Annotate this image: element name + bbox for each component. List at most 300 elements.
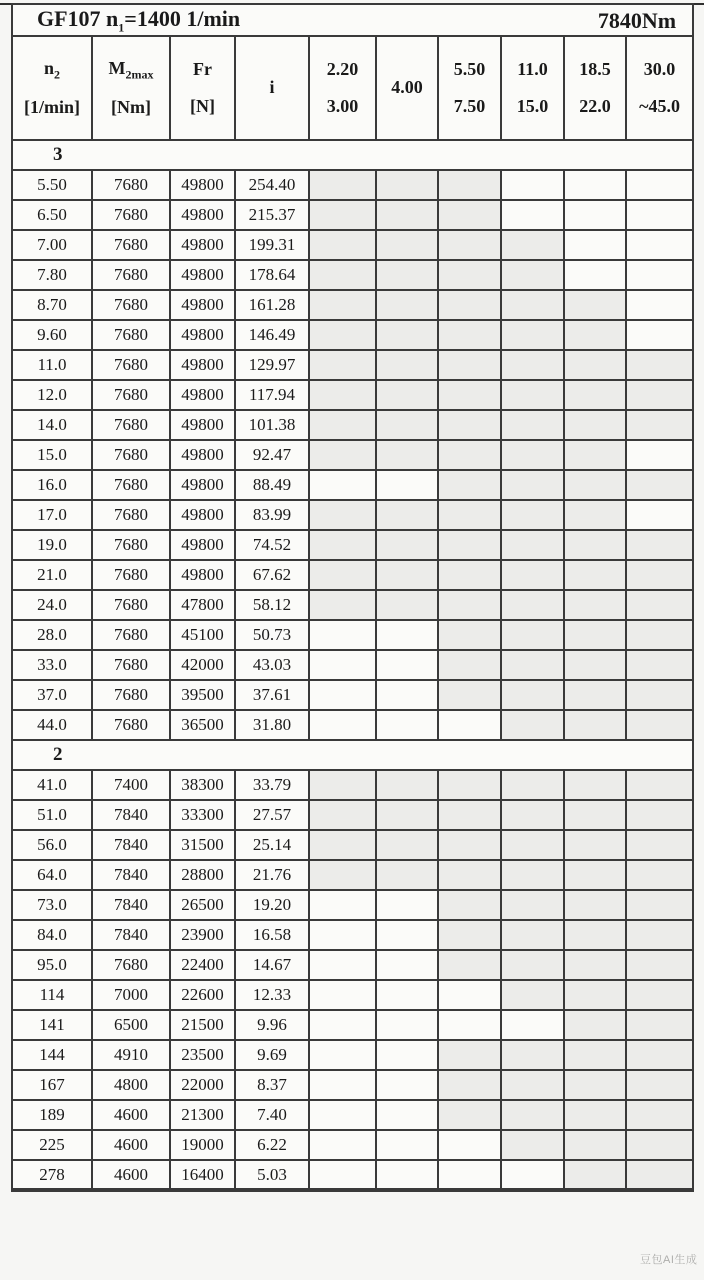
table-row (12, 800, 693, 830)
ratio-cell-2 (376, 710, 438, 740)
col-header-ratio-2: 4.00 (376, 36, 438, 140)
ratio-cell-2 (376, 890, 438, 920)
col-header-n2: $n_2$ [1/min] (12, 36, 92, 140)
cell-n2: 33.0 (12, 650, 92, 680)
table-row (12, 650, 693, 680)
cell-m2max: 7840 (92, 920, 170, 950)
cell-n2: 12.0 (12, 380, 92, 410)
ratio-cell-1 (309, 470, 376, 500)
ratio-cell-6 (626, 800, 693, 830)
ratio-cell-5 (564, 200, 626, 230)
cell-fr: 49800 (170, 290, 235, 320)
ratio-cell-1 (309, 170, 376, 200)
ratio-cell-6 (626, 440, 693, 470)
cell-n2: 9.60 (12, 320, 92, 350)
cell-fr: 49800 (170, 200, 235, 230)
ratio-cell-2 (376, 410, 438, 440)
cell-m2max: 7680 (92, 650, 170, 680)
ratio-cell-3 (438, 1010, 501, 1040)
cell-i: 19.20 (235, 890, 309, 920)
ratio-cell-1 (309, 1130, 376, 1160)
table-row (12, 830, 693, 860)
ratio-cell-3 (438, 440, 501, 470)
cell-n2: 21.0 (12, 560, 92, 590)
table-row (12, 200, 693, 230)
ratio-cell-5 (564, 470, 626, 500)
cell-i: 101.38 (235, 410, 309, 440)
cell-i: 33.79 (235, 770, 309, 800)
cell-n2: 16.0 (12, 470, 92, 500)
cell-fr: 49800 (170, 230, 235, 260)
table-row (12, 290, 693, 320)
cell-m2max: 7680 (92, 380, 170, 410)
col-header-ratio-4: 11.0 15.0 (501, 36, 564, 140)
ratio-cell-4 (501, 440, 564, 470)
ratio-cell-1 (309, 1010, 376, 1040)
ratio-cell-5 (564, 890, 626, 920)
ratio-cell-4 (501, 470, 564, 500)
table-row (12, 260, 693, 290)
cell-fr: 38300 (170, 770, 235, 800)
ratio-cell-5 (564, 1160, 626, 1190)
cell-n2: 189 (12, 1100, 92, 1130)
cell-i: 14.67 (235, 950, 309, 980)
ratio-cell-2 (376, 770, 438, 800)
ratio-cell-4 (501, 710, 564, 740)
ratio-cell-2 (376, 860, 438, 890)
cell-m2max: 7680 (92, 710, 170, 740)
cell-m2max: 7680 (92, 680, 170, 710)
ratio-cell-4 (501, 620, 564, 650)
ratio-cell-3 (438, 230, 501, 260)
ratio-cell-4 (501, 1010, 564, 1040)
torque-rating: 7840Nm (597, 7, 677, 33)
table-row (12, 320, 693, 350)
cell-m2max: 7840 (92, 890, 170, 920)
cell-n2: 19.0 (12, 530, 92, 560)
ratio-cell-6 (626, 470, 693, 500)
cell-n2: 6.50 (12, 200, 92, 230)
cell-m2max: 7680 (92, 560, 170, 590)
col-header-ratio-3: 5.50 7.50 (438, 36, 501, 140)
ratio-cell-2 (376, 920, 438, 950)
cell-m2max: 7840 (92, 860, 170, 890)
cell-n2: 41.0 (12, 770, 92, 800)
col-header-ratio-1: 2.20 3.00 (309, 36, 376, 140)
ratio-cell-4 (501, 800, 564, 830)
ratio-cell-4 (501, 1130, 564, 1160)
cell-i: 178.64 (235, 260, 309, 290)
ratio-cell-1 (309, 290, 376, 320)
ratio-cell-2 (376, 440, 438, 470)
ratio-cell-3 (438, 170, 501, 200)
ratio-cell-1 (309, 650, 376, 680)
ratio-cell-6 (626, 890, 693, 920)
ratio-cell-6 (626, 1160, 693, 1190)
ratio-cell-5 (564, 230, 626, 260)
ratio-cell-5 (564, 710, 626, 740)
ratio-cell-5 (564, 950, 626, 980)
table-row (12, 620, 693, 650)
ratio-cell-6 (626, 290, 693, 320)
ratio-cell-4 (501, 410, 564, 440)
ratio-cell-2 (376, 260, 438, 290)
ratio-cell-3 (438, 590, 501, 620)
cell-fr: 33300 (170, 800, 235, 830)
title-cell (12, 4, 693, 36)
cell-n2: 17.0 (12, 500, 92, 530)
ratio-cell-2 (376, 1100, 438, 1130)
cell-i: 88.49 (235, 470, 309, 500)
ratio-cell-2 (376, 620, 438, 650)
table-row (12, 230, 693, 260)
cell-m2max: 7680 (92, 500, 170, 530)
ratio-cell-3 (438, 530, 501, 560)
ratio-cell-1 (309, 950, 376, 980)
ratio-cell-1 (309, 230, 376, 260)
ratio-cell-1 (309, 260, 376, 290)
cell-m2max: 7680 (92, 230, 170, 260)
ratio-cell-2 (376, 680, 438, 710)
ratio-cell-1 (309, 620, 376, 650)
cell-fr: 39500 (170, 680, 235, 710)
cell-n2: 11.0 (12, 350, 92, 380)
ratio-cell-4 (501, 830, 564, 860)
cell-i: 5.03 (235, 1160, 309, 1190)
cell-m2max: 6500 (92, 1010, 170, 1040)
table-row (12, 1040, 693, 1070)
cell-i: 161.28 (235, 290, 309, 320)
cell-n2: 225 (12, 1130, 92, 1160)
ratio-cell-6 (626, 560, 693, 590)
ratio-cell-1 (309, 350, 376, 380)
ratio-cell-5 (564, 860, 626, 890)
ratio-cell-4 (501, 680, 564, 710)
ratio-cell-4 (501, 230, 564, 260)
ratio-cell-5 (564, 440, 626, 470)
cell-fr: 49800 (170, 380, 235, 410)
ratio-cell-1 (309, 1160, 376, 1190)
cell-fr: 49800 (170, 260, 235, 290)
ratio-cell-3 (438, 1100, 501, 1130)
cell-i: 129.97 (235, 350, 309, 380)
ratio-cell-1 (309, 890, 376, 920)
cell-fr: 49800 (170, 560, 235, 590)
cell-i: 9.96 (235, 1010, 309, 1040)
ratio-cell-2 (376, 1010, 438, 1040)
ratio-cell-2 (376, 1070, 438, 1100)
cell-m2max: 7400 (92, 770, 170, 800)
cell-fr: 42000 (170, 650, 235, 680)
cell-m2max: 7680 (92, 950, 170, 980)
ratio-cell-1 (309, 200, 376, 230)
ratio-cell-3 (438, 950, 501, 980)
ratio-cell-1 (309, 800, 376, 830)
ratio-cell-3 (438, 860, 501, 890)
cell-i: 50.73 (235, 620, 309, 650)
ratio-cell-4 (501, 200, 564, 230)
ratio-cell-1 (309, 410, 376, 440)
cell-m2max: 7680 (92, 290, 170, 320)
ratio-cell-1 (309, 500, 376, 530)
table-row (12, 530, 693, 560)
ratio-cell-5 (564, 1070, 626, 1100)
table-row (12, 470, 693, 500)
cell-i: 6.22 (235, 1130, 309, 1160)
table-row (12, 950, 693, 980)
cell-i: 43.03 (235, 650, 309, 680)
cell-fr: 49800 (170, 470, 235, 500)
table-row (12, 1160, 693, 1190)
ratio-cell-5 (564, 770, 626, 800)
ratio-cell-6 (626, 860, 693, 890)
cell-i: 74.52 (235, 530, 309, 560)
ratio-cell-5 (564, 680, 626, 710)
ratio-cell-5 (564, 170, 626, 200)
table-row (12, 1130, 693, 1160)
cell-fr: 16400 (170, 1160, 235, 1190)
ratio-cell-3 (438, 200, 501, 230)
table-row (12, 170, 693, 200)
ratio-cell-3 (438, 290, 501, 320)
col-header-fr: Fr [N] (170, 36, 235, 140)
ratio-cell-6 (626, 1130, 693, 1160)
ratio-cell-5 (564, 290, 626, 320)
cell-i: 9.69 (235, 1040, 309, 1070)
ratio-cell-3 (438, 680, 501, 710)
cell-i: 92.47 (235, 440, 309, 470)
page-title: GF107 $n_1=1400$ 1/min (37, 6, 241, 35)
ratio-cell-6 (626, 1010, 693, 1040)
table-row (12, 1010, 693, 1040)
ratio-cell-1 (309, 530, 376, 560)
cell-i: 215.37 (235, 200, 309, 230)
cell-fr: 19000 (170, 1130, 235, 1160)
ratio-cell-4 (501, 1040, 564, 1070)
cell-m2max: 4600 (92, 1160, 170, 1190)
column-header-row (12, 36, 693, 140)
ratio-cell-6 (626, 380, 693, 410)
ratio-cell-6 (626, 530, 693, 560)
ratio-cell-2 (376, 1040, 438, 1070)
ratio-cell-2 (376, 1130, 438, 1160)
table-row (12, 590, 693, 620)
ratio-cell-2 (376, 470, 438, 500)
ratio-cell-4 (501, 380, 564, 410)
ratio-cell-6 (626, 1040, 693, 1070)
cell-i: 16.58 (235, 920, 309, 950)
ratio-cell-3 (438, 620, 501, 650)
table-row (12, 860, 693, 890)
table-row (12, 890, 693, 920)
ratio-cell-4 (501, 260, 564, 290)
ratio-cell-5 (564, 320, 626, 350)
ratio-cell-1 (309, 380, 376, 410)
ratio-cell-6 (626, 590, 693, 620)
ratio-cell-4 (501, 980, 564, 1010)
cell-n2: 15.0 (12, 440, 92, 470)
ratio-cell-5 (564, 380, 626, 410)
ratio-cell-5 (564, 1040, 626, 1070)
ratio-cell-3 (438, 380, 501, 410)
ratio-cell-3 (438, 470, 501, 500)
cell-m2max: 4800 (92, 1070, 170, 1100)
ratio-cell-5 (564, 650, 626, 680)
ratio-cell-2 (376, 800, 438, 830)
ratio-cell-1 (309, 440, 376, 470)
cell-i: 83.99 (235, 500, 309, 530)
ratio-cell-6 (626, 710, 693, 740)
cell-n2: 278 (12, 1160, 92, 1190)
ratio-cell-5 (564, 500, 626, 530)
cell-n2: 95.0 (12, 950, 92, 980)
ratio-cell-4 (501, 560, 564, 590)
table-row (12, 1100, 693, 1130)
ratio-cell-1 (309, 320, 376, 350)
cell-m2max: 7680 (92, 170, 170, 200)
ratio-cell-3 (438, 650, 501, 680)
ratio-cell-6 (626, 500, 693, 530)
cell-m2max: 7680 (92, 530, 170, 560)
cell-fr: 21500 (170, 1010, 235, 1040)
table-row (12, 1070, 693, 1100)
cell-fr: 49800 (170, 320, 235, 350)
table-body (12, 140, 693, 1190)
cell-m2max: 7680 (92, 620, 170, 650)
cell-i: 117.94 (235, 380, 309, 410)
cell-m2max: 7680 (92, 320, 170, 350)
cell-n2: 28.0 (12, 620, 92, 650)
ratio-cell-6 (626, 410, 693, 440)
ratio-cell-4 (501, 650, 564, 680)
section-header-row (12, 140, 693, 170)
table-row (12, 410, 693, 440)
ratio-cell-1 (309, 680, 376, 710)
cell-i: 31.80 (235, 710, 309, 740)
cell-m2max: 7680 (92, 440, 170, 470)
ratio-cell-1 (309, 920, 376, 950)
ratio-cell-4 (501, 1100, 564, 1130)
ratio-cell-1 (309, 590, 376, 620)
ratio-cell-3 (438, 980, 501, 1010)
cell-i: 146.49 (235, 320, 309, 350)
ratio-cell-5 (564, 1130, 626, 1160)
cell-fr: 28800 (170, 860, 235, 890)
cell-i: 37.61 (235, 680, 309, 710)
cell-fr: 21300 (170, 1100, 235, 1130)
cell-fr: 47800 (170, 590, 235, 620)
cell-fr: 49800 (170, 410, 235, 440)
table-row (12, 980, 693, 1010)
gearbox-spec-table (11, 3, 694, 1192)
ratio-cell-6 (626, 230, 693, 260)
ratio-cell-6 (626, 320, 693, 350)
ratio-cell-6 (626, 980, 693, 1010)
ratio-cell-3 (438, 500, 501, 530)
ratio-cell-4 (501, 1070, 564, 1100)
ratio-cell-4 (501, 590, 564, 620)
ratio-cell-1 (309, 1070, 376, 1100)
ratio-cell-3 (438, 830, 501, 860)
ratio-cell-4 (501, 890, 564, 920)
ratio-cell-6 (626, 260, 693, 290)
cell-i: 254.40 (235, 170, 309, 200)
cell-i: 7.40 (235, 1100, 309, 1130)
ratio-cell-2 (376, 980, 438, 1010)
ratio-cell-3 (438, 260, 501, 290)
ratio-cell-6 (626, 830, 693, 860)
cell-n2: 7.00 (12, 230, 92, 260)
cell-n2: 84.0 (12, 920, 92, 950)
ratio-cell-5 (564, 410, 626, 440)
cell-n2: 114 (12, 980, 92, 1010)
ratio-cell-6 (626, 1100, 693, 1130)
ratio-cell-6 (626, 1070, 693, 1100)
ratio-cell-2 (376, 830, 438, 860)
cell-n2: 73.0 (12, 890, 92, 920)
ratio-cell-3 (438, 350, 501, 380)
ratio-cell-1 (309, 830, 376, 860)
ratio-cell-3 (438, 410, 501, 440)
ratio-cell-4 (501, 170, 564, 200)
section-label: 2 (12, 740, 693, 770)
cell-m2max: 7840 (92, 800, 170, 830)
table-row (12, 920, 693, 950)
cell-fr: 23500 (170, 1040, 235, 1070)
ratio-cell-3 (438, 320, 501, 350)
ratio-cell-3 (438, 800, 501, 830)
ratio-cell-4 (501, 770, 564, 800)
cell-fr: 31500 (170, 830, 235, 860)
cell-i: 21.76 (235, 860, 309, 890)
cell-n2: 167 (12, 1070, 92, 1100)
ratio-cell-5 (564, 1100, 626, 1130)
ratio-cell-3 (438, 920, 501, 950)
cell-fr: 49800 (170, 530, 235, 560)
cell-i: 67.62 (235, 560, 309, 590)
ratio-cell-6 (626, 350, 693, 380)
cell-fr: 49800 (170, 500, 235, 530)
cell-fr: 49800 (170, 440, 235, 470)
ratio-cell-6 (626, 650, 693, 680)
cell-n2: 144 (12, 1040, 92, 1070)
ratio-cell-2 (376, 530, 438, 560)
ratio-cell-1 (309, 710, 376, 740)
ratio-cell-2 (376, 170, 438, 200)
ratio-cell-5 (564, 980, 626, 1010)
title-row (12, 4, 693, 36)
table-row (12, 560, 693, 590)
cell-m2max: 7680 (92, 200, 170, 230)
ratio-cell-5 (564, 620, 626, 650)
cell-n2: 8.70 (12, 290, 92, 320)
ratio-cell-2 (376, 200, 438, 230)
section-header-row (12, 740, 693, 770)
ratio-cell-1 (309, 770, 376, 800)
cell-n2: 141 (12, 1010, 92, 1040)
ratio-cell-2 (376, 320, 438, 350)
cell-m2max: 4910 (92, 1040, 170, 1070)
cell-n2: 51.0 (12, 800, 92, 830)
cell-fr: 23900 (170, 920, 235, 950)
cell-n2: 7.80 (12, 260, 92, 290)
col-header-m2max: $M_{2max}$ [Nm] (92, 36, 170, 140)
ratio-cell-1 (309, 1100, 376, 1130)
table-row (12, 680, 693, 710)
ratio-cell-3 (438, 1160, 501, 1190)
ratio-cell-6 (626, 620, 693, 650)
ratio-cell-3 (438, 770, 501, 800)
